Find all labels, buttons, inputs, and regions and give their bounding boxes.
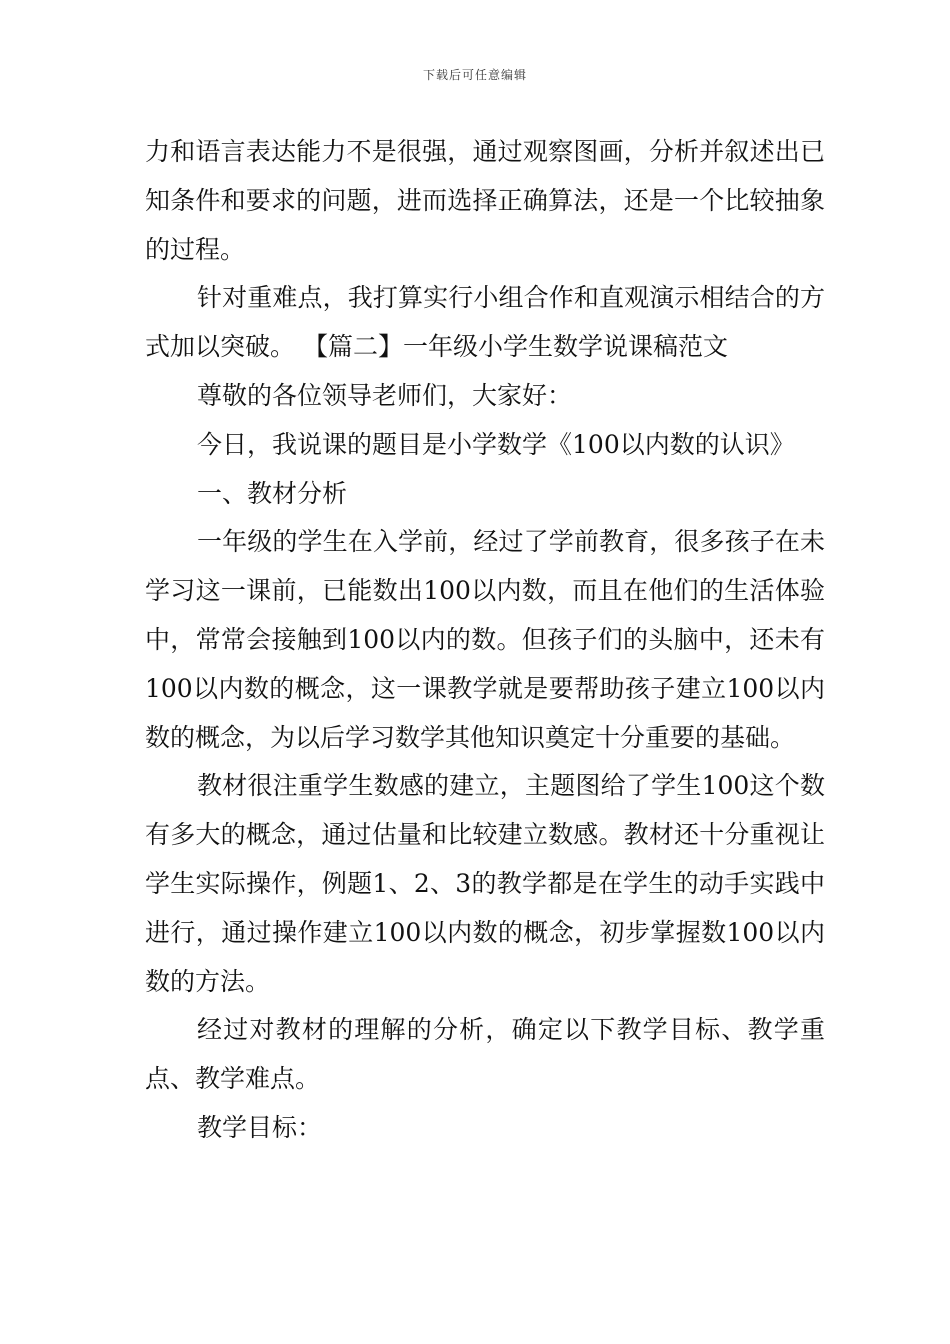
- section-heading: 一、教材分析: [197, 478, 348, 508]
- paragraph-4: 今日，我说课的题目是小学数学《100以内数的认识》: [197, 429, 795, 459]
- paragraph-6: 一年级的学生在入学前，经过了学前教育，很多孩子在未学习这一课前，已能数出100以内数，而且在他们的生活体验中，常常会接触到100以内的数。但孩子们的头脑中，还未有100以内数的概念，这一课教学就是要帮助孩子建立100以内数的概念，为以后学习数学其他知识奠定十分重要的基础。: [145, 527, 825, 752]
- paragraph-2: 针对重难点，我打算实行小组合作和直观演示相结合的方式加以突破。 【篇二】一年级小学生数学说课稿范文: [145, 283, 825, 362]
- paragraph-1: 力和语言表达能力不是很强，通过观察图画，分析并叙述出已知条件和要求的问题，进而选择正确算法，还是一个比较抽象的过程。: [145, 137, 825, 264]
- document-body: [145, 128, 825, 1153]
- paragraph-7: 教材很注重学生数感的建立，主题图给了学生100这个数有多大的概念，通过估量和比较建立数感。教材还十分重视让学生实际操作，例题1、2、3的教学都是在学生的动手实践中进行，通过操作建立100以内数的概念，初步掌握数100以内数的方法。: [145, 771, 825, 996]
- paragraph-9: 教学目标：: [197, 1112, 323, 1142]
- paragraph-3: 尊敬的各位领导老师们，大家好：: [197, 380, 573, 410]
- page-header: 下载后可任意编辑: [422, 68, 527, 82]
- paragraph-8: 经过对教材的理解的分析，确定以下教学目标、教学重点、教学难点。: [145, 1015, 825, 1094]
